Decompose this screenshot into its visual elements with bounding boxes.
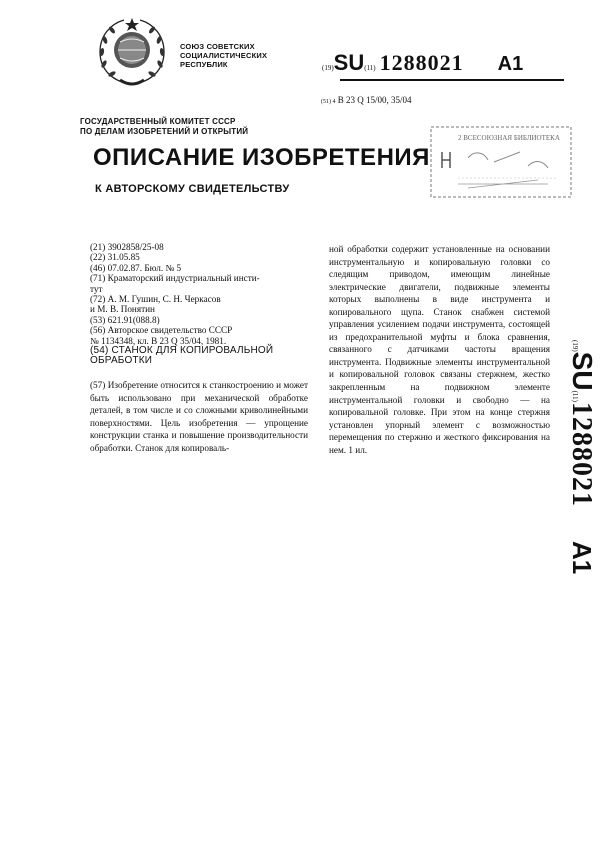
biblio-row: (56) Авторское свидетельство СССР [90, 325, 233, 336]
ipc-tag: (51) 4 [321, 99, 336, 105]
biblio-row: (72) А. М. Гушин, С. Н. Черкасов [90, 294, 221, 305]
publication-number-block [322, 50, 523, 76]
stamp-text: 2 ВСЕСОЮЗНАЯ БИБЛИОТЕКА [458, 134, 560, 142]
country-code: SU [333, 50, 365, 75]
org-line: РЕСПУБЛИК [180, 60, 228, 69]
kind-code: A1 [497, 53, 524, 75]
ipc-codes: B 23 Q 15/00, 35/04 [337, 95, 412, 105]
vertical-country-code: SU [567, 351, 598, 391]
number-tag: (11) [364, 64, 376, 72]
org-line: СОЮЗ СОВЕТСКИХ [180, 42, 255, 51]
country-tag: (19) [322, 64, 334, 72]
ussr-emblem-icon [92, 14, 172, 90]
vertical-country-tag: (19) [571, 340, 579, 352]
org-line: СОЦИАЛИСТИЧЕСКИХ [180, 51, 268, 60]
bibliographic-data [90, 242, 312, 367]
biblio-row: № 1134348, кл. В 23 Q 35/04, 1981. [90, 335, 227, 346]
library-stamp [428, 122, 576, 202]
abstract-column-right: ной обработки содержит установленные на основании инструментальную и копировальную головки со следящим приводом, имеющим линейные электрические двигатели, подвижные элементы которых выполнены в виде инструмента и копировального щупа. Станок снабжен системой управления усилением подачи инструмента, состоящей из предохранительной муфты и блока сравнения, связанного с датчиками частоты вращения инструмента. Подвижные элементы инструментальной и копировальной головок связаны стержнем, жестко закрепленным на подвижном элементе инструментальной головки и свободно — на копировальной головке. При этом на конце стержня установлен упорный элемент с возможностью перемещения по стержню и жесткого фиксирования на нем. 1 ил. [329, 244, 550, 455]
document-title: ОПИСАНИЕ ИЗОБРЕТЕНИЯ [93, 144, 430, 171]
biblio-row: тут [90, 283, 103, 294]
committee-line: ПО ДЕЛАМ ИЗОБРЕТЕНИЙ И ОТКРЫТИЙ [80, 127, 249, 136]
biblio-row: (21) 3902858/25-08 [90, 242, 164, 252]
vertical-kind-code: A1 [567, 540, 597, 575]
vertical-publication-number [560, 340, 600, 680]
org-name [180, 42, 267, 69]
vertical-number: 1288021 [566, 401, 597, 507]
biblio-row: и М. В. Понятин [90, 304, 155, 315]
invention-title-line: ОБРАБОТКИ [90, 355, 153, 367]
header-rule [340, 79, 564, 81]
abstract-column-left: (57) Изобретение относится к станкостроению и может быть использовано при механической обработке деталей, в том числе и со сложными криволинейными поверхностями. Цель изобретения — упрощение конструкции станка и повышение производительности обработки. Станок для копироваль- [90, 380, 308, 453]
ipc-classification [321, 95, 412, 105]
vertical-number-tag: (11) [571, 390, 579, 402]
biblio-row: (53) 621.91(088.8) [90, 314, 160, 325]
biblio-row: (22) 31.05.85 [90, 252, 140, 263]
committee-line: ГОСУДАРСТВЕННЫЙ КОМИТЕТ СССР [80, 117, 236, 126]
document-subtitle: К АВТОРСКОМУ СВИДЕТЕЛЬСТВУ [95, 183, 290, 195]
biblio-row: (71) Краматорский индустриальный инсти- [90, 273, 260, 284]
invention-title-line: (54) СТАНОК ДЛЯ КОПИРОВАЛЬНОЙ [90, 345, 274, 357]
biblio-row: (46) 07.02.87. Бюл. № 5 [90, 262, 182, 273]
committee-name [80, 117, 248, 137]
publication-number: 1288021 [379, 50, 464, 75]
